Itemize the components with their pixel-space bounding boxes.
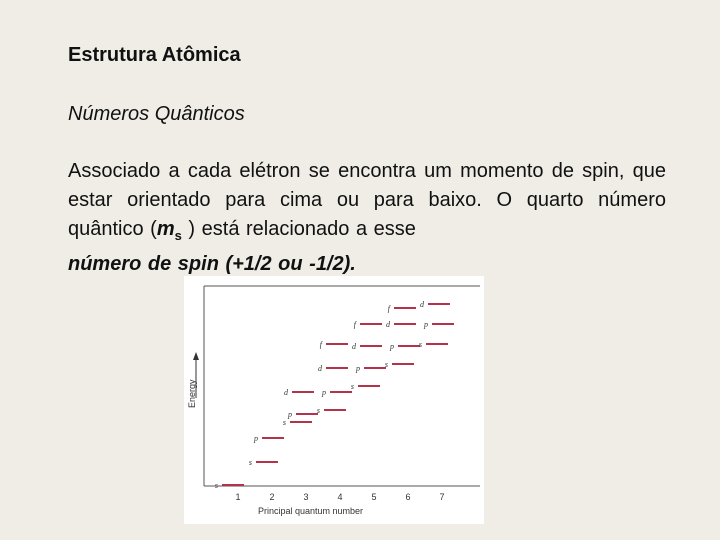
x-tick-label: 5	[371, 492, 377, 502]
energy-level-label: d	[420, 300, 424, 309]
energy-level-label: p	[322, 388, 326, 397]
paragraph-text-2: ) está relacionado a esse	[181, 218, 416, 240]
energy-level-label: f	[319, 340, 322, 349]
energy-level-label: p	[356, 364, 360, 373]
x-tick-label: 4	[337, 492, 343, 502]
energy-level-label: d	[318, 364, 322, 373]
energy-level-label: s	[248, 458, 252, 467]
x-ticks-group	[235, 492, 444, 502]
energy-level-svg	[184, 276, 484, 524]
energy-level-label: s	[418, 340, 422, 349]
energy-level-diagram	[184, 276, 484, 524]
energy-level-label: s	[350, 382, 354, 391]
x-tick-label: 2	[269, 492, 275, 502]
ms-symbol: $m_s$	[156, 218, 182, 243]
energy-level-label: d	[284, 388, 288, 397]
energy-level-label: s	[316, 406, 320, 415]
levels-group	[215, 300, 454, 490]
ms-subscript: s	[174, 228, 182, 243]
energy-level-label: p	[424, 320, 428, 329]
energy-level-label: d	[386, 320, 390, 329]
energy-level-label: s	[384, 360, 388, 369]
energy-level-label: s	[282, 418, 286, 427]
x-axis-label: Principal quantum number	[258, 506, 364, 516]
spin-number-emphasis: número de spin (+1/2 ou -1/2).	[68, 253, 356, 275]
energy-level-label: p	[288, 410, 292, 419]
x-tick-label: 3	[303, 492, 309, 502]
x-tick-label: 1	[235, 492, 241, 502]
paragraph-text-1: Associado a cada elétron se encontra um momento de spin, que estar orientado para cima ou para baixo. O quarto número quântico (	[68, 160, 666, 240]
energy-level-label: s	[214, 481, 218, 490]
energy-axis-label: Energy	[187, 379, 197, 408]
energy-level-label: f	[387, 304, 390, 313]
slide-title: Estrutura Atômica	[68, 44, 241, 66]
x-tick-label: 6	[405, 492, 411, 502]
body-paragraph	[68, 157, 666, 279]
energy-level-label: p	[390, 342, 394, 351]
slide-subtitle: Números Quânticos	[68, 103, 245, 125]
energy-arrow-head	[193, 352, 199, 360]
x-tick-label: 7	[439, 492, 445, 502]
energy-level-label: d	[352, 342, 356, 351]
energy-level-label: p	[254, 434, 258, 443]
energy-level-label: f	[353, 320, 356, 329]
